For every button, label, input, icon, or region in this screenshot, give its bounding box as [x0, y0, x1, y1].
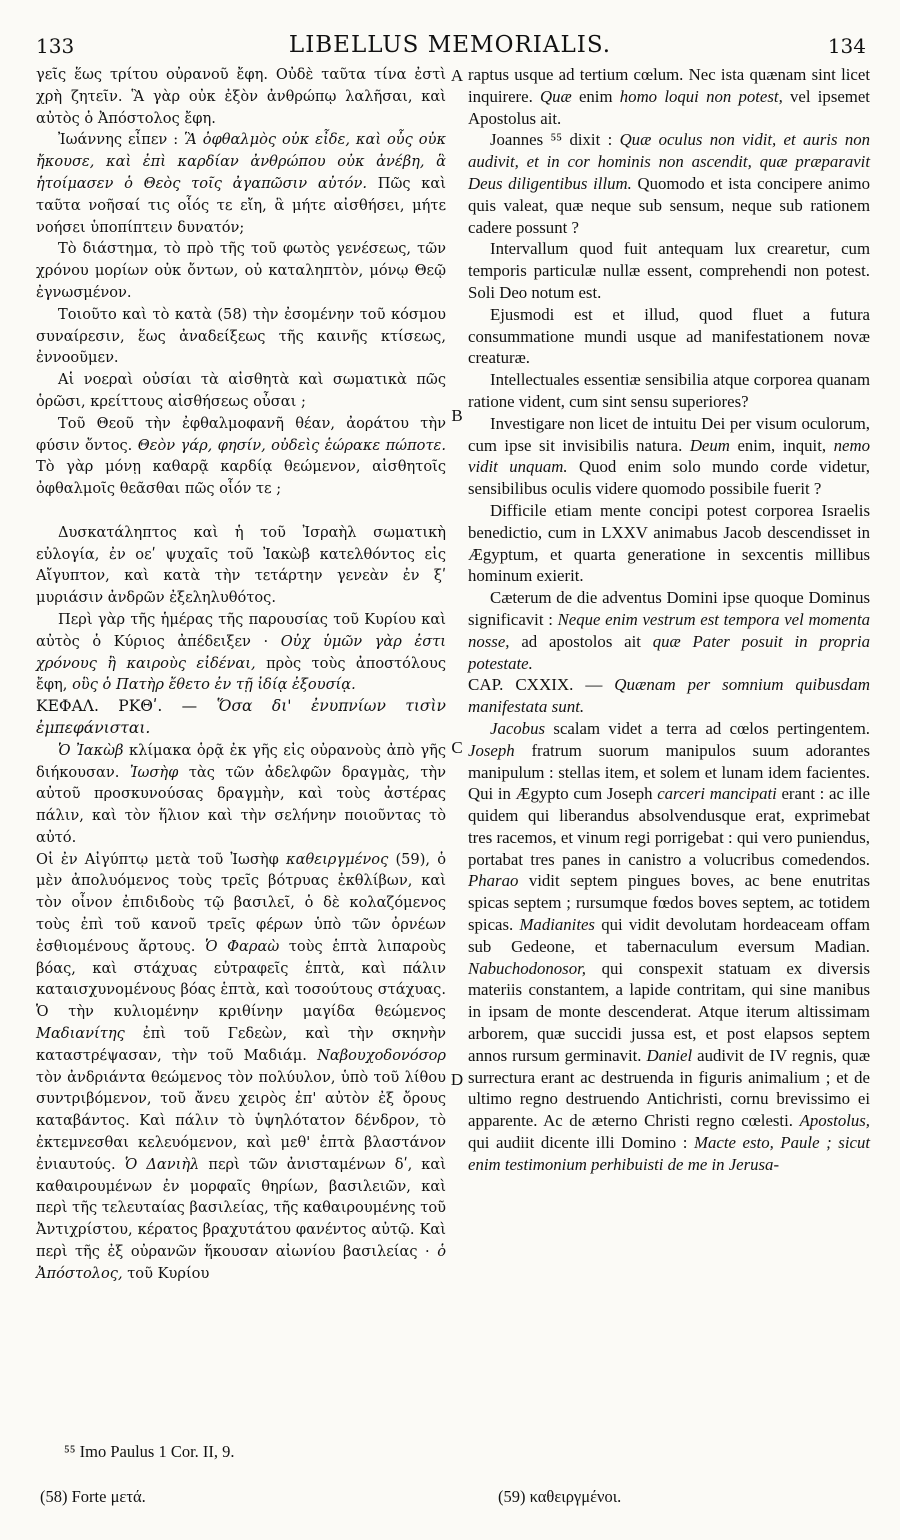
greek-name: Ὁ Δανιὴλ [124, 1155, 200, 1173]
latin-paragraph [468, 64, 870, 129]
greek-text: Πῶς καὶ ταῦτα νοῆσαί τις οἷός τε εἴη, ἃ μήτε αἰσθήσει, μήτε νοήσει ὑποπίπτειν δυνατόν; [36, 174, 447, 236]
latin-chapter-title: Quænam per somnium quibusdam manifestata sunt. [468, 675, 870, 717]
latin-emphasis: Quæ [540, 86, 572, 106]
latin-text: vel ipsemet Apostolus ait. [468, 86, 870, 128]
greek-text: κλίμακα ὁρᾷ ἐκ γῆς εἰς οὐρανοὺς ἀπὸ γῆς διήκουσαν. [36, 741, 446, 781]
latin-quote: nemo vidit unquam. [468, 435, 870, 477]
latin-text: qui conspexit statuam ex diversis materiis constantem, a lapide contritam, qui sine manibus in ipsam de monte descenderat. Atque iterum altissimam arborem, quæ succidi jussa est, et post elapsos septem annos rursum germinavit. [468, 958, 870, 1065]
greek-paragraph: Αἱ νοεραὶ οὐσίαι τὰ αἰσθητὰ καὶ σωματικὰ πῶς ὁρῶσι, κρείττους αἰσθήσεως οὖσαι ; [36, 371, 446, 410]
latin-text: vidit septem pingues boves, ac bene enutritas spicas septem ; rursumque fœdos boves septem, ac totidem spicas. [468, 871, 870, 935]
latin-paragraph: Intellectuales essentiæ sensibilia atque corporea quanam ratione vident, cum sint sensu superiores? [468, 370, 870, 411]
latin-text: Investigare non licet de intuitu Dei per visum oculorum, cum ipse sit invisibilis natura. [468, 413, 870, 455]
greek-paragraph: Δυσκατάληπτος καὶ ἡ τοῦ Ἰσραὴλ σωματικὴ εὐλογία, ἐν οεʹ ψυχαῖς τοῦ Ἰακὼβ κατελθόντος εἰς Αἴγυπτον, καὶ κατὰ τὴν τετάρτην γενεὰν ἐν ξʹ μυριάσιν ἀνδρῶν ἐξεληλυθότος. [36, 523, 446, 607]
latin-paragraph: Difficile etiam mente concipi potest corporea Israelis benedictio, cum in LXXV animabus Jacob descendisset in Ægyptum, et quarta generatione in sexcentis millibus hominum exierit. [468, 500, 870, 586]
latin-quote: Macte esto, Paule ; sicut enim testimonium perhibuisti de me in Jerusa- [468, 1133, 870, 1174]
greek-text: τοὺς ἑπτὰ λιπαροὺς βόας, καὶ στάχυας εὐτραφεῖς ἑπτὰ, καὶ πάλιν καταισχυνομένους βόας ἑπτὰ, καὶ τοσούτους στάχυας. Ὁ τὴν κυλιομένην κριθίνην μαγίδα θεώμενος [36, 937, 447, 1021]
greek-paragraph [36, 413, 446, 500]
latin-quote: quæ Pater posuit in propria potestate. [468, 631, 870, 673]
latin-text: erant : ac ille quidem qui liberandus absolvendusque erat, exprimebat tres racemos, et vinum regi porrigebat : qui vero puniendus, portabat tres panes in canistro a volucribus comedendos. [468, 784, 870, 869]
latin-paragraph [468, 718, 870, 1176]
greek-name: Ὁ Ἰακὼβ [58, 741, 124, 759]
greek-text: (59), ὁ μὲν ἀπολυόμενος τοὺς τρεῖς βότρυας ἐκθλίβων, καὶ τὸν οἶνον ἐπιδιδοὺς τῷ βασιλεῖ, ὁ δὲ κολαζόμενος τοὺς ἐπὶ τοῦ κανοῦ τρεῖς φέρων ὑπὸ τῶν ὀρνέων ἐσθιομένους ἄρτους. [36, 850, 446, 955]
latin-text: audivit de IV regnis, quæ surrectura erant ac destruenda in figuris animalium ; et de ultimo regno destruendo Antichristi, cornu brevissimo ei apparente. Ac de æterno Christi regno cœlesti. [468, 1045, 871, 1131]
latin-name: Jacobus [490, 718, 545, 738]
latin-text: scalam videt a terra ad cœlos pertingentem. [553, 718, 870, 738]
spacer [36, 500, 446, 522]
margin-letter-a: A [450, 66, 464, 85]
greek-paragraph [36, 849, 446, 1285]
latin-text: Quomodo et ista concipere animo quis valeat, quæ neque sub sensum, neque sub rationem cadere possunt ? [468, 173, 870, 237]
greek-quote: οὓς ὁ Πατὴρ ἔθετο ἐν τῇ ἰδίᾳ ἐξουσίᾳ. [72, 676, 356, 694]
latin-text: fratrum suorum manipulos suum adorantes manipulum : stellas item, et solem et lunam idem facientes. Qui in Ægypto cum Joseph [468, 740, 870, 804]
margin-letter-c: C [451, 738, 463, 757]
latin-text: ad apostolos ait [521, 631, 641, 651]
page-number-right: 134 [827, 34, 866, 58]
greek-text: τὰς τῶν ἀδελφῶν δραγμὰς, τὴν αὐτοῦ προσκυνούσας δραγμὴν, καὶ τοὺς ἀστέρας πάλιν, καὶ τὸν ἥλιον καὶ τὴν σελήνην ποιοῦντας τὸ αὐτό. [36, 763, 447, 846]
latin-name: Nabuchodonosor, [468, 958, 586, 978]
latin-column [468, 64, 870, 1176]
latin-chapter-heading [468, 674, 870, 718]
greek-name: Ὁ Φαραὼ [204, 937, 280, 955]
running-header [0, 28, 900, 64]
greek-text: Τοῦ Θεοῦ τὴν ἐφθαλμοφανῆ θέαν, ἀοράτου τὴν φύσιν ὄντος. [36, 414, 446, 454]
latin-paragraph [468, 413, 870, 500]
greek-text: περὶ τῶν ἀνισταμένων δʹ, καὶ καθαιρουμένων ἐν μορφαῖς θηρίων, βασιλειῶν, καὶ περὶ τῆς τελευταίας βασιλείας, τῆς καθαιρουμένης τοῦ Ἀντιχρίστου, κέρατος βραχυτάτου φανέντος αὐτῷ. Καὶ περὶ τῆς ἐξ οὐρανῶν ἥκουσαν αἰωνίου βασιλείας · [36, 1155, 447, 1261]
latin-name: Madianites [519, 915, 595, 935]
page-number-left: 133 [36, 34, 75, 58]
greek-paragraph [36, 740, 446, 849]
greek-name: ὁ Ἀπόστολος, [36, 1243, 447, 1282]
greek-text: ἐπὶ τοῦ Γεδεὼν, καὶ τὴν σκηνὴν καταστρέψασαν, τὴν τοῦ Μαδιάμ. [36, 1025, 447, 1064]
latin-name: Apostolus, [799, 1111, 870, 1131]
greek-name: Ἰωσὴφ [129, 763, 179, 781]
latin-paragraph [468, 129, 870, 238]
latin-quote: Deum [689, 435, 730, 455]
latin-text: enim [578, 86, 613, 106]
latin-text: qui audiit dicente illi Domino : [468, 1133, 688, 1153]
greek-quote: Οὐχ ὑμῶν γὰρ ἐστι χρόνους ἢ καιροὺς εἰδέναι, [36, 632, 447, 672]
greek-text: τὸν ἀνδριάντα θεώμενος τὸν πολύυλον, ὑπὸ τοῦ λίθου συντριβόμενον, τοῦ ἄνευ χειρὸς ἐπ' αὐτὸν ἐξ ὄρους καταβάντος. Καὶ πάλιν τὸ ὑψηλότατον δένδρον, τὸ ἐκτεμνεσθαι κελευόμενον, καὶ μεθ' ἑπτὰ βλαστάνον ἐνιαυτούς. [36, 1068, 446, 1173]
greek-text: Ἰωάννης εἶπεν : [58, 131, 179, 149]
latin-text: raptus usque ad tertium cœlum. Nec ista quænam sint licet inquirere. [468, 65, 870, 106]
latin-chapter-number: CAP. CXXIX. — [468, 675, 603, 695]
latin-quote: Neque enim vestrum est tempora vel momenta nosse, [468, 609, 870, 651]
greek-paragraph: γεῖς ἕως τρίτου οὐρανοῦ ἔφη. Οὐδὲ ταῦτα τίνα ἐστὶ χρὴ ζητεῖν. Ἃ γὰρ οὐκ ἐξὸν ἀνθρώπῳ λαλῆσαι, καὶ αὐτὸς ὁ Ἀπόστολος ἔφη. [36, 66, 446, 127]
latin-text: Cæterum de die adventus Domini ipse quoque Dominus significavit : [468, 588, 870, 629]
greek-emphasis: καθειργμένος [286, 850, 389, 868]
latin-name: Joseph [468, 740, 515, 760]
latin-name: Daniel [646, 1045, 693, 1065]
greek-text: τοῦ Κυρίου [127, 1264, 210, 1282]
greek-text: πρὸς τοὺς ἀποστόλους ἔφη, [36, 654, 447, 694]
latin-quote: Quæ oculus non vidit, et auris non audivit, et in cor hominis non ascendit, quæ præparavit Deus diligentibus illum. [468, 130, 870, 193]
greek-chapter-title: Ὅσα δι' ἐνυπνίων τισὶν ἐμπεφάνισται. [36, 697, 446, 737]
greek-quote: Θεὸν γάρ, φησίν, οὐδεὶς ἑώρακε πώποτε. [137, 436, 446, 454]
margin-letter-d: D [450, 1070, 464, 1089]
greek-paragraph [36, 129, 446, 238]
greek-text: Περὶ γὰρ τῆς ἡμέρας τῆς παρουσίας τοῦ Κυρίου καὶ αὐτὸς ὁ Κύριος ἀπέδειξεν · [36, 610, 446, 650]
footnote-58: (58) Forte μετά. [40, 1487, 146, 1506]
greek-chapter-heading [36, 696, 446, 740]
greek-text: Οἱ ἐν Αἰγύπτῳ μετὰ τοῦ Ἰωσὴφ [36, 850, 279, 868]
latin-text: enim, inquit, [737, 435, 827, 455]
footnote-59: (59) καθειργμένοι. [498, 1487, 622, 1506]
latin-paragraph: Ejusmodi est et illud, quod fluet a futura consummatione mundi usque ad manifestationem novæ creaturæ. [468, 304, 870, 368]
greek-quote: Ἃ ὀφθαλμὸς οὐκ εἶδε, καὶ οὖς οὐκ ἤκουσε, καὶ ἐπὶ καρδίαν ἀνθρώπου οὐκ ἀνέβη, ἃ ἡτοίμασεν ὁ Θεὸς τοῖς ἀγαπῶσιν αὐτόν. [36, 131, 447, 192]
greek-text: Τὸ γὰρ μόνῃ καθαρᾷ καρδίᾳ θεώμενον, αἰσθητοῖς ὀφθαλμοῖς θεᾶσθαι πῶς οἷόν τε ; [36, 458, 446, 498]
latin-paragraph: Intervallum quod fuit antequam lux crearetur, cum temporis particulæ nullæ essent, comprehendi non potest. Soli Deo notum est. [468, 239, 870, 302]
running-title: LIBELLUS MEMORIALIS. [288, 32, 612, 58]
greek-name: Ναβουχοδονόσορ [317, 1046, 446, 1064]
latin-text: Joannes ⁵⁵ dixit : [490, 130, 613, 150]
latin-emphasis: carceri mancipati [657, 784, 777, 804]
footnote-55: ⁵⁵ Imo Paulus 1 Cor. II, 9. [64, 1442, 235, 1461]
latin-text: qui vidit devolutam hordeaceam offam sub Gedeone, et tabernaculum eversum Madian. [468, 915, 870, 956]
greek-name: Μαδιανίτης [36, 1025, 125, 1043]
latin-text: Quod enim solo mundo corde videtur, sensibilibus oculis videre quomodo possibile fuerit ? [468, 457, 870, 499]
greek-paragraph: Τὸ διάστημα, τὸ πρὸ τῆς τοῦ φωτὸς γενέσεως, τῶν χρόνου μορίων οὐκ ὄντων, οὐ καταληπτὸν, μόνῳ Θεῷ ἐγνωσμένον. [36, 240, 446, 301]
greek-chapter-number: ΚΕΦΑΛ. ΡΚΘʹ. — [36, 697, 198, 716]
latin-name: Pharao [468, 871, 519, 891]
greek-column [36, 64, 446, 1285]
latin-emphasis: homo loqui non potest, [619, 86, 783, 106]
margin-letter-b: B [451, 406, 463, 425]
greek-paragraph [36, 609, 446, 696]
greek-paragraph: Τοιοῦτο καὶ τὸ κατὰ (58) τὴν ἐσομένην τοῦ κόσμου συναίρεσιν, ἕως ἀναδείξεως τῆς καινῆς κτίσεως, ἐννοοῦμεν. [36, 305, 446, 367]
latin-paragraph [468, 587, 870, 674]
